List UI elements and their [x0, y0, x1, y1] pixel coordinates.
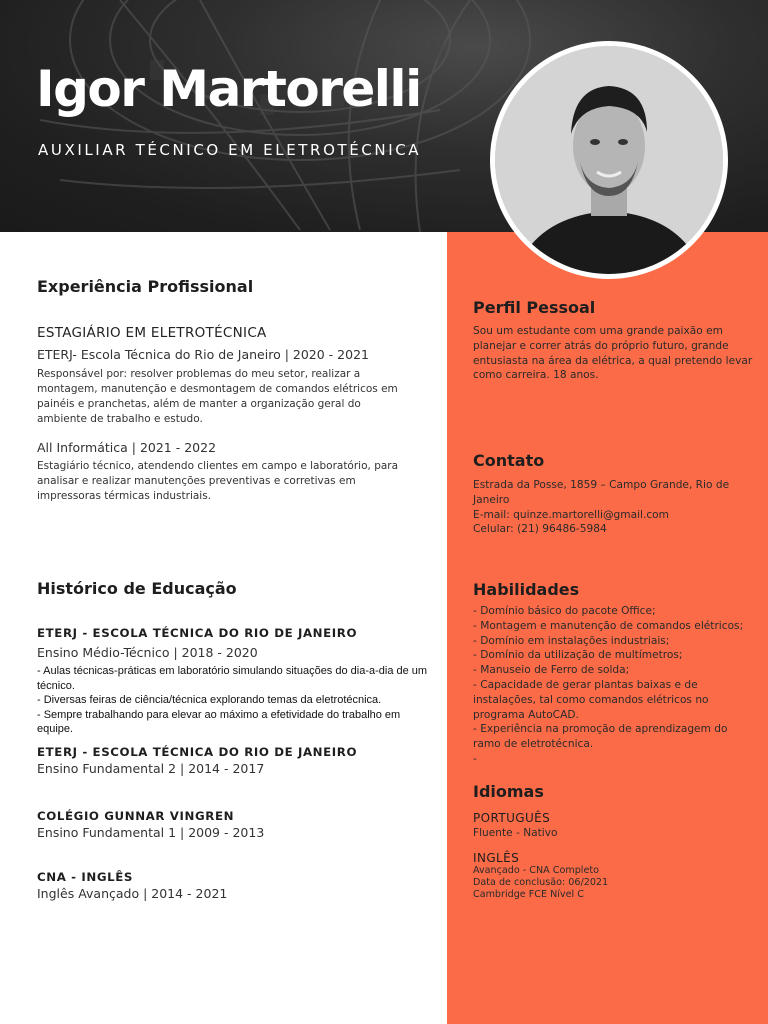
list-item: Cambridge FCE Nível C	[473, 889, 584, 900]
language-details-2	[473, 865, 608, 901]
list-item: Avançado - CNA Completo	[473, 865, 600, 876]
contact-heading: Contato	[473, 451, 545, 470]
education-school-3: COLÉGIO GUNNAR VINGREN	[37, 809, 235, 823]
experience-role: ESTAGIÁRIO EM ELETROTÉCNICA	[37, 325, 267, 341]
list-item: - Domínio da utilização de multímetros;	[473, 649, 683, 662]
education-school-1: ETERJ - ESCOLA TÉCNICA DO RIO DE JANEIRO	[37, 626, 358, 640]
skills-list	[473, 604, 753, 767]
education-level-2: Ensino Fundamental 2 | 2014 - 2017	[37, 761, 265, 776]
education-school-2: ETERJ - ESCOLA TÉCNICA DO RIO DE JANEIRO	[37, 745, 358, 759]
list-item: - Domínio básico do pacote Office;	[473, 605, 656, 617]
contact-address: Estrada da Posse, 1859 – Campo Grande, Rio de Janeiro	[473, 479, 730, 506]
profile-heading: Perfil Pessoal	[473, 298, 596, 317]
experience-org-2: All Informática | 2021 - 2022	[37, 440, 217, 455]
profile-text: Sou um estudante com uma grande paixão em planejar e correr atrás do próprio futuro, grande entusiasta na área da elétrica, a qual pretendo levar como carreira. 18 anos.	[473, 325, 753, 382]
languages-heading: Idiomas	[473, 782, 544, 801]
experience-org-1: ETERJ- Escola Técnica do Rio de Janeiro | 2020 - 2021	[37, 347, 369, 362]
list-item: - Capacidade de gerar plantas baixas e de instalações, tal como comandos elétricos no programa AutoCAD.	[473, 678, 709, 721]
job-title: AUXILIAR TÉCNICO EM ELETROTÉCNICA	[38, 141, 422, 159]
experience-heading: Experiência Profissional	[37, 277, 254, 296]
education-level-3: Ensino Fundamental 1 | 2009 - 2013	[37, 825, 265, 840]
contact-phone: Celular: (21) 96486-5984	[473, 523, 607, 536]
list-item: - Experiência na promoção de aprendizagem do ramo de eletrotécnica.	[473, 723, 728, 751]
list-item: -	[473, 752, 477, 765]
language-name-2: INGLÊS	[473, 851, 520, 865]
candidate-name: Igor Martorelli	[36, 60, 421, 118]
profile-photo	[490, 41, 728, 279]
education-level-4: Inglês Avançado | 2014 - 2021	[37, 886, 228, 901]
education-bullets-1	[37, 664, 432, 737]
education-school-4: CNA - INGLÊS	[37, 870, 133, 884]
list-item: - Aulas técnicas-práticas em laboratório simulando situações do dia-a-dia de um técnico.	[37, 665, 428, 692]
list-item: Data de conclusão: 06/2021	[473, 877, 609, 888]
skills-heading: Habilidades	[473, 580, 580, 599]
experience-desc-2: Estagiário técnico, atendendo clientes em campo e laboratório, para analisar e realizar manutenções preventivas e corretivas em impressoras térmicas industriais.	[37, 460, 399, 502]
person-portrait-icon	[495, 46, 723, 274]
list-item: - Montagem e manutenção de comandos elétricos;	[473, 619, 744, 632]
list-item: - Manuseio de Ferro de solda;	[473, 664, 630, 677]
language-level-1: Fluente - Nativo	[473, 827, 558, 839]
education-heading: Histórico de Educação	[37, 579, 237, 598]
language-name-1: PORTUGUÊS	[473, 811, 551, 825]
education-level-1: Ensino Médio-Técnico | 2018 - 2020	[37, 645, 258, 660]
contact-block	[473, 478, 733, 537]
list-item: - Sempre trabalhando para elevar ao máximo a efetividade do trabalho em equipe.	[37, 708, 401, 736]
list-item: - Domínio em instalações industriais;	[473, 634, 670, 647]
experience-desc-1: Responsável por: resolver problemas do meu setor, realizar a montagem, manutenção e desmontagem de comandos elétricos em painéis e pranchetas, além de manter a organização geral do ambiente de trabalho e estudo.	[37, 368, 398, 425]
list-item: - Diversas feiras de ciência/técnica explorando temas da eletrotécnica.	[37, 694, 382, 707]
contact-email: E-mail: quinze.martorelli@gmail.com	[473, 508, 669, 521]
